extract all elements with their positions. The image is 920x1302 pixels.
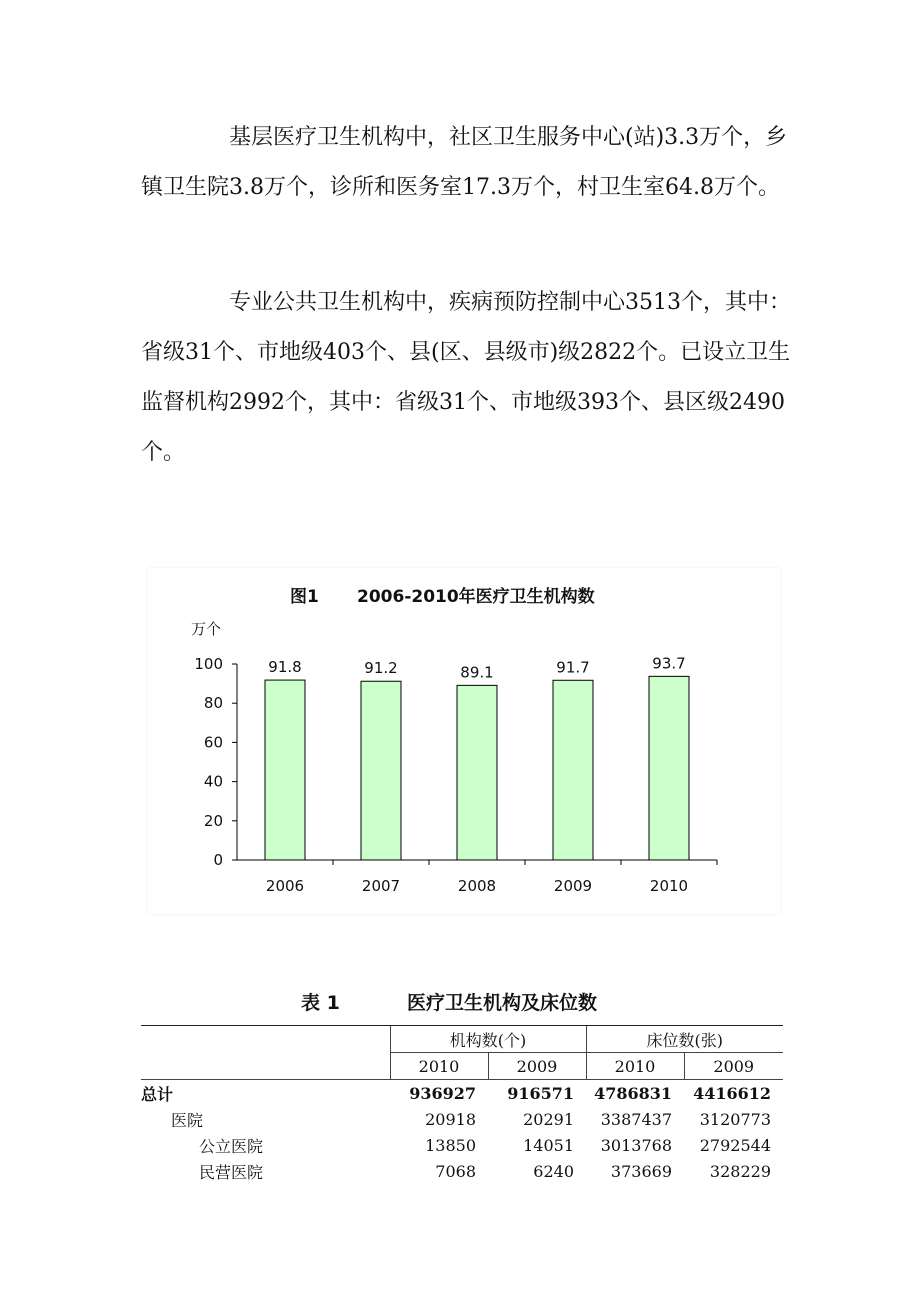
- x-tick-label: 2009: [553, 877, 593, 895]
- cell-value: 328229: [709, 1161, 771, 1181]
- header-year: 2009: [684, 1053, 783, 1080]
- row-label: 公立医院: [199, 1136, 264, 1156]
- bar: [361, 681, 401, 860]
- bar: [457, 685, 497, 860]
- table-title: [141, 988, 781, 1018]
- x-tick-label: 2008: [457, 877, 497, 895]
- paragraph-primary-care: 基层医疗卫生机构中，社区卫生服务中心(站)3.3万个，乡镇卫生院3.8万个，诊所和医务室17.3万个，村卫生室64.8万个。: [141, 125, 788, 200]
- cell-value: 3387437: [600, 1109, 672, 1129]
- row-label: 民营医院: [199, 1162, 264, 1182]
- chart-canvas: [148, 568, 780, 914]
- chart-title: 2006-2010年医疗卫生机构数: [357, 587, 595, 607]
- cell-value: 373669: [610, 1161, 672, 1181]
- x-tick-label: 2010: [649, 877, 689, 895]
- y-tick-label: 0: [213, 851, 223, 869]
- bar-value-label: 91.7: [556, 658, 590, 677]
- y-tick-label: 40: [203, 772, 223, 791]
- y-tick-label: 60: [203, 733, 223, 752]
- bar-value-label: 91.8: [268, 658, 302, 677]
- bar-value-label: 91.2: [364, 659, 398, 678]
- cell-value: 936927: [409, 1083, 476, 1103]
- table-number: 表 1: [301, 992, 340, 1014]
- y-tick-label: 100: [194, 655, 223, 673]
- chart-y-axis-label: 万个: [191, 620, 222, 638]
- y-tick-label: 80: [203, 694, 223, 713]
- bar: [265, 680, 305, 860]
- header-institutions: 机构数(个): [390, 1026, 586, 1053]
- row-label: 医院: [171, 1110, 204, 1130]
- bar: [553, 680, 593, 860]
- institution-table: [141, 1025, 783, 1184]
- header-year: 2010: [586, 1053, 684, 1080]
- x-tick-label: 2006: [265, 877, 305, 895]
- cell-value: 7068: [435, 1161, 476, 1181]
- y-tick-label: 20: [203, 811, 223, 830]
- header-year: 2010: [390, 1053, 488, 1080]
- cell-value: 14051: [523, 1135, 574, 1155]
- cell-value: 916571: [507, 1083, 574, 1103]
- row-label: 总计: [141, 1084, 174, 1104]
- cell-value: 13850: [425, 1135, 476, 1155]
- table-header-blank: [141, 1026, 390, 1080]
- cell-value: 20918: [425, 1109, 476, 1129]
- cell-value: 6240: [533, 1161, 574, 1181]
- header-year: 2009: [488, 1053, 586, 1080]
- bar-value-label: 89.1: [460, 663, 494, 682]
- cell-value: 2792544: [699, 1135, 771, 1155]
- bar: [649, 676, 689, 860]
- paragraph-public-health: 专业公共卫生机构中，疾病预防控制中心3513个，其中：省级31个、市地级403个、县(区、县级市)级2822个。已设立卫生监督机构2992个，其中：省级31个、市地级393个、县区级2490个。: [141, 290, 791, 465]
- cell-value: 4416612: [693, 1083, 771, 1103]
- bar-value-label: 93.7: [652, 654, 686, 673]
- x-tick-label: 2007: [361, 877, 401, 895]
- cell-value: 20291: [523, 1109, 574, 1129]
- bar-chart: [148, 568, 780, 914]
- cell-value: 3120773: [699, 1109, 771, 1129]
- header-beds: 床位数(张): [586, 1026, 783, 1053]
- cell-value: 3013768: [600, 1135, 672, 1155]
- table-name: 医疗卫生机构及床位数: [407, 992, 598, 1014]
- cell-value: 4786831: [594, 1083, 672, 1103]
- chart-title-number: 图1: [290, 587, 319, 607]
